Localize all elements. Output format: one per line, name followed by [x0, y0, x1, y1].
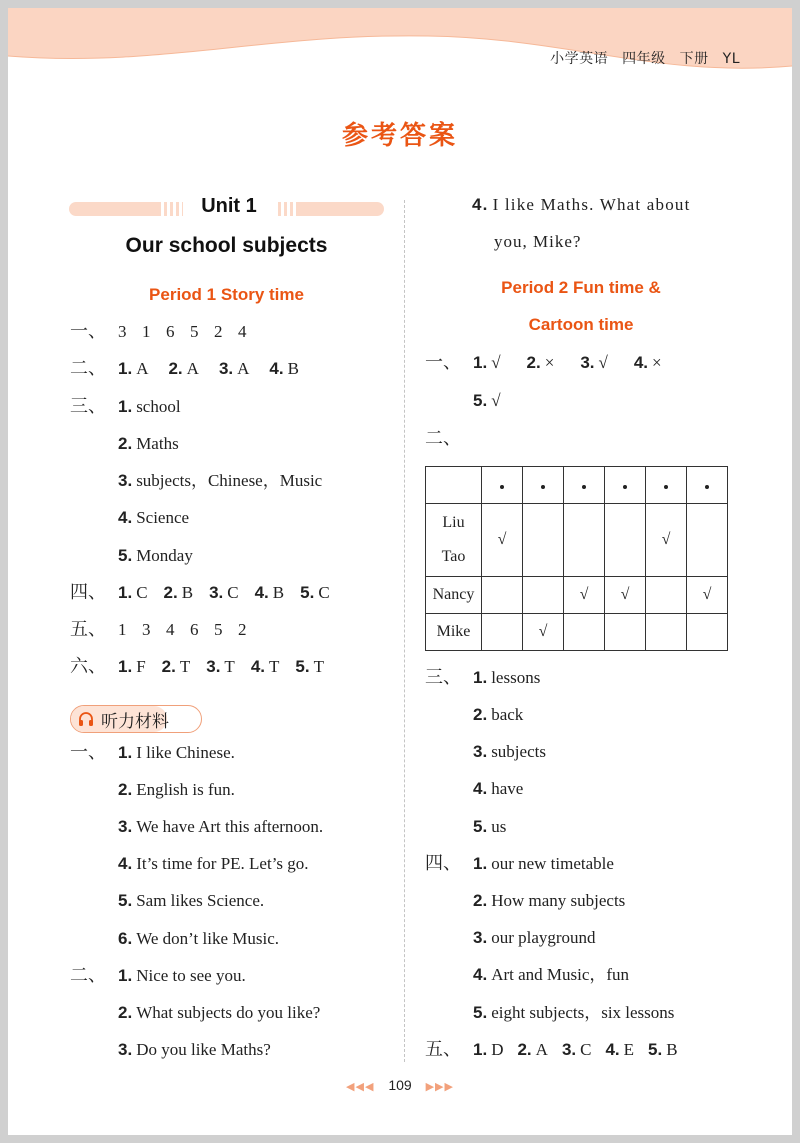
answer-line: 4. Art and Music，fun [473, 965, 630, 984]
row-label: Nancy [426, 577, 482, 614]
listening-label: 听力材料 [101, 712, 169, 732]
transcript-line-continued: you, Mike? [494, 232, 582, 251]
period-2-heading-line2: Cartoon time [528, 315, 634, 334]
answer-row: 1. A 2. A 3. A 4. B [118, 359, 299, 378]
answer-line: 4. Science [118, 508, 190, 527]
seq-value: 6 [166, 322, 175, 341]
seq-value: 2 [214, 322, 223, 341]
answer-line: 3. subjects，Chinese，Music [118, 471, 323, 490]
answer-value: B [287, 359, 299, 378]
transcript-line: 4. I like Maths. What about [472, 195, 691, 214]
answer-line: 5. Monday [118, 546, 193, 565]
answer-line: 2. How many subjects [473, 891, 626, 910]
transcript-line: 2. What subjects do you like? [118, 1003, 321, 1022]
answer-row: 1. D 2. A 3. C 4. E 5. B [473, 1040, 678, 1059]
answer-line: 2. back [473, 705, 524, 724]
book-grade: 四年级 [622, 51, 666, 67]
transcript-line: 6. We don’t like Music. [118, 929, 279, 948]
right-arrows-icon: ▶▶▶ [425, 1081, 454, 1093]
answer-line: 5. eight subjects，six lessons [473, 1003, 675, 1022]
answer-table [425, 466, 728, 651]
transcript-line: 3. We have Art this afternoon. [118, 817, 324, 836]
page-number-value: 109 [388, 1077, 412, 1093]
row-label: Mike [426, 614, 482, 651]
book-edition: YL [722, 51, 740, 67]
table-row: Mike √ [426, 614, 728, 651]
answer-value: A [186, 359, 199, 378]
period-1-heading: Period 1 Story time [149, 285, 304, 304]
answer-line: 1. our new timetable [473, 854, 614, 873]
book-info [536, 48, 740, 68]
unit-subtitle: Our school subjects [125, 234, 328, 257]
section-marker: 三、 [425, 667, 461, 688]
section-marker: 三、 [70, 396, 106, 417]
transcript-line: 4. It’s time for PE. Let’s go. [118, 854, 309, 873]
row-label: Liu Tao [426, 504, 482, 577]
section-marker: 二、 [70, 965, 106, 986]
answer-row: 5. √ [473, 391, 501, 410]
section-marker: 四、 [70, 582, 106, 603]
table-row: Nancy √ √ √ [426, 577, 728, 614]
period-2-heading: Period 2 Fun time & [501, 278, 661, 297]
seq-value: 4 [238, 322, 247, 341]
transcript-line: 1. Nice to see you. [118, 966, 246, 985]
section-marker: 六、 [70, 656, 106, 677]
answer-row: 1. F 2. T 3. T 4. T 5. T [118, 657, 324, 676]
answer-line: 3. subjects [473, 742, 546, 761]
transcript-line: 3. Do you like Maths? [118, 1040, 271, 1059]
sequence-answer: 1 3 4 6 5 2 [118, 620, 247, 639]
table-header-row [426, 467, 728, 504]
answer-line: 1. school [118, 397, 181, 416]
sequence-answer [118, 321, 262, 343]
page-number [8, 1077, 792, 1093]
headphones-icon [77, 710, 95, 728]
answer-line: 2. Maths [118, 434, 179, 453]
section-marker: 二、 [425, 428, 461, 449]
column-divider [404, 200, 405, 1062]
book-volume: 下册 [679, 51, 709, 67]
answer-line: 4. have [473, 779, 524, 798]
section-marker: 五、 [425, 1039, 461, 1060]
section-marker: 一、 [425, 352, 461, 373]
listening-material-tag [70, 705, 202, 733]
answer-value: A [237, 359, 250, 378]
transcript-line: 2. English is fun. [118, 780, 235, 799]
unit-banner [69, 195, 384, 217]
transcript-line: 1. I like Chinese. [118, 743, 235, 762]
transcript-line: 5. Sam likes Science. [118, 891, 265, 910]
section-marker: 一、 [70, 321, 106, 342]
answer-row: 1. C 2. B 3. C 4. B 5. C [118, 583, 330, 602]
page-title: 参考答案 [341, 121, 458, 151]
seq-value: 5 [190, 322, 199, 341]
answer-line: 1. lessons [473, 668, 541, 687]
seq-value: 3 [118, 322, 127, 341]
book-subject: 小学英语 [550, 51, 609, 67]
left-arrows-icon: ◀◀◀ [346, 1081, 375, 1093]
section-marker: 二、 [70, 358, 106, 379]
section-marker: 一、 [70, 742, 106, 763]
table-row: Liu Tao √ √ [426, 504, 728, 577]
answer-row: 1. √ 2. × 3. √ 4. × [473, 353, 662, 372]
answer-line: 5. us [473, 817, 507, 836]
seq-value: 1 [142, 322, 151, 341]
section-marker: 五、 [70, 619, 106, 640]
answer-line: 3. our playground [473, 928, 596, 947]
section-marker: 四、 [425, 853, 461, 874]
answer-page [8, 8, 792, 1135]
answer-value: A [136, 359, 149, 378]
unit-label: Unit 1 [183, 195, 275, 218]
